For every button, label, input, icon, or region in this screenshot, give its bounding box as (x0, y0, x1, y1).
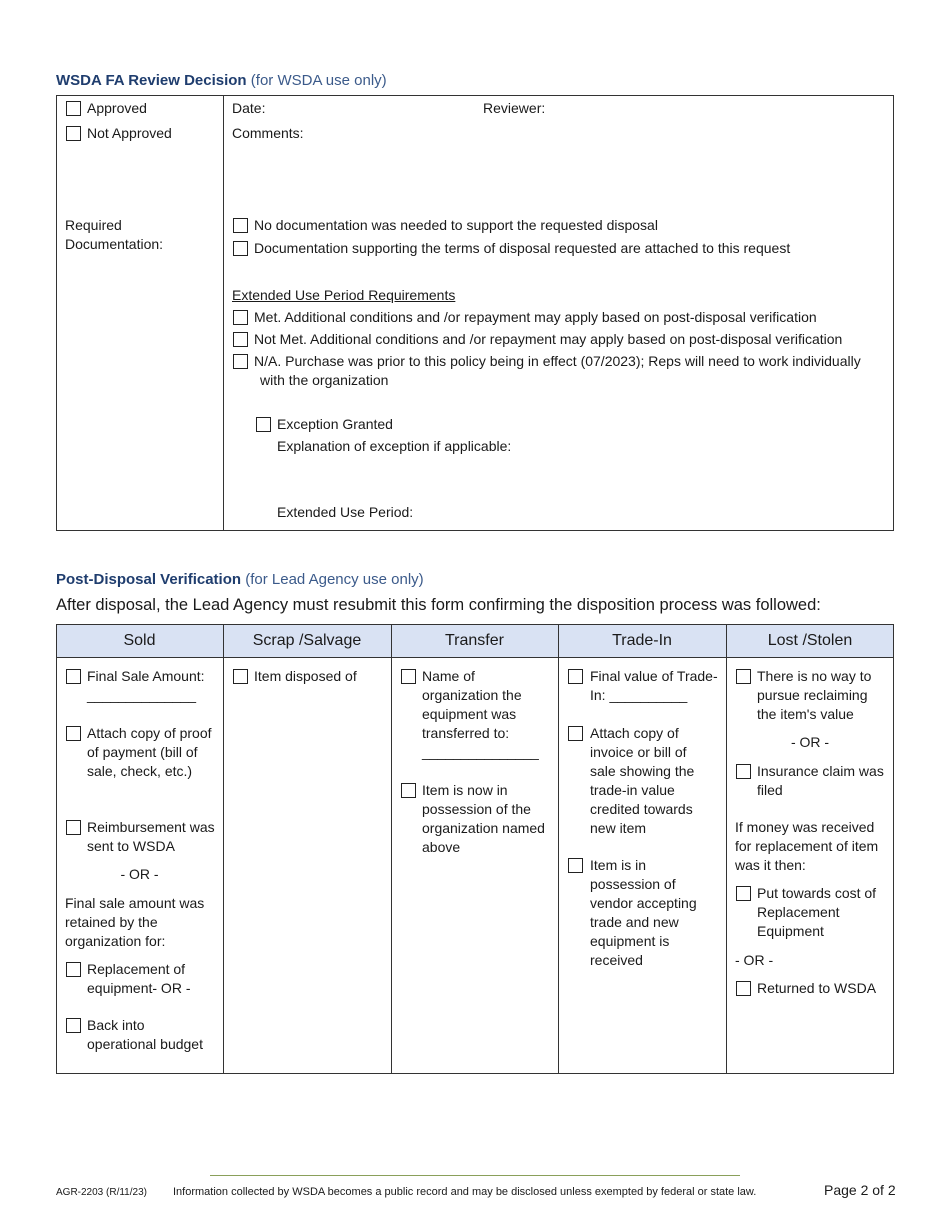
header-trade-in: Trade-In (612, 632, 672, 649)
col-divider-2 (391, 624, 392, 1074)
not-approved-label: Not Approved (87, 125, 172, 141)
approved-label: Approved (87, 100, 147, 116)
review-section-title (56, 72, 387, 89)
item-disposed-label: Item disposed of (254, 668, 357, 684)
trade-in-possession-label: Item is in possession of vendor accepting trade and new equipment is received (590, 857, 697, 968)
col-divider-3 (558, 624, 559, 1074)
exception-granted-label: Exception Granted (277, 416, 393, 432)
transfer-possession-checkbox[interactable] (401, 783, 416, 798)
transfer-name-label: Name of organization the equipment was transferred to: (422, 668, 522, 741)
transfer-name-checkbox[interactable] (401, 669, 416, 684)
eup-met-checkbox[interactable] (233, 310, 248, 325)
footer-rule (210, 1175, 740, 1176)
transfer-name-blank: _______________ (422, 744, 539, 760)
trade-in-invoice-label: Attach copy of invoice or bill of sale showing the trade-in value credited towards new item (590, 725, 695, 836)
back-into-budget-label: Back into operational budget (87, 1017, 203, 1052)
approved-checkbox[interactable] (66, 101, 81, 116)
back-into-budget-checkbox[interactable] (66, 1018, 81, 1033)
exception-granted-checkbox[interactable] (256, 417, 271, 432)
item-disposed-checkbox[interactable] (233, 669, 248, 684)
eup-not-met-checkbox[interactable] (233, 332, 248, 347)
insurance-label: Insurance claim was filed (757, 763, 884, 798)
reviewer-label: Reviewer: (483, 100, 546, 116)
not-approved-checkbox[interactable] (66, 126, 81, 141)
col-divider-4 (726, 624, 727, 1074)
date-label: Date: (232, 100, 266, 116)
returned-label: Returned to WSDA (757, 980, 877, 996)
no-way-checkbox[interactable] (736, 669, 751, 684)
no-way-label: There is no way to pursue reclaiming the item's value (757, 668, 872, 722)
replacement-checkbox[interactable] (66, 962, 81, 977)
lost-or: - OR - (790, 734, 830, 750)
review-title-bold: WSDA FA Review Decision (56, 72, 247, 89)
retained-label: Final sale amount was retained by the organization for: (65, 895, 205, 949)
final-sale-amount-label: Final Sale Amount: (87, 668, 205, 684)
replacement-label: Replacement of equipment- OR - (87, 961, 191, 996)
attach-proof-label: Attach copy of proof of payment (bill of sale, check, etc.) (87, 725, 212, 779)
doc-none-label: No documentation was needed to support the requested disposal (254, 217, 658, 233)
reimbursement-checkbox[interactable] (66, 820, 81, 835)
returned-checkbox[interactable] (736, 981, 751, 996)
insurance-checkbox[interactable] (736, 764, 751, 779)
required-doc-label-1: Required (65, 217, 122, 233)
transfer-possession-label: Item is now in possession of the organization named above (422, 782, 545, 855)
required-doc-label-2: Documentation: (65, 236, 164, 252)
comments-label: Comments: (232, 125, 304, 141)
trade-in-value-checkbox[interactable] (568, 669, 583, 684)
put-towards-label: Put towards cost of Replacement Equipment (757, 885, 877, 939)
eup-not-met-label: Not Met. Additional conditions and /or repayment may apply based on post-disposal verification (254, 331, 843, 347)
reimbursement-label: Reimbursement was sent to WSDA (87, 819, 215, 854)
header-lost-stolen: Lost /Stolen (767, 632, 853, 649)
eup-na-checkbox[interactable] (233, 354, 248, 369)
trade-in-possession-checkbox[interactable] (568, 858, 583, 873)
lost-or-2: - OR - (735, 952, 774, 968)
eup-met-label: Met. Additional conditions and /or repayment may apply based on post-disposal verification (254, 309, 817, 325)
verification-intro: After disposal, the Lead Agency must resubmit this form confirming the disposition process was followed: (56, 596, 821, 614)
doc-attached-checkbox[interactable] (233, 241, 248, 256)
if-money-label: If money was received for replacement of item was it then: (735, 819, 879, 873)
verification-section-title (56, 571, 424, 588)
verification-title-bold: Post-Disposal Verification (56, 571, 242, 588)
verification-title-note: (for Lead Agency use only) (245, 571, 424, 588)
extended-use-period-label: Extended Use Period: (277, 504, 414, 520)
exception-explanation-label: Explanation of exception if applicable: (277, 438, 512, 454)
put-towards-checkbox[interactable] (736, 886, 751, 901)
header-transfer: Transfer (445, 632, 504, 649)
doc-attached-label: Documentation supporting the terms of disposal requested are attached to this request (254, 240, 791, 256)
sold-or: - OR - (120, 866, 159, 882)
header-scrap-salvage: Scrap /Salvage (252, 632, 362, 649)
review-title-note: (for WSDA use only) (250, 72, 387, 89)
trade-in-invoice-checkbox[interactable] (568, 726, 583, 741)
eup-heading: Extended Use Period Requirements (232, 287, 456, 303)
table-header-divider (56, 657, 894, 658)
final-sale-amount-blank: ______________ (87, 687, 197, 703)
eup-na-label-2: with the organization (260, 372, 389, 388)
footer-page-number: Page 2 of 2 (824, 1182, 896, 1198)
header-sold: Sold (123, 632, 156, 649)
doc-none-checkbox[interactable] (233, 218, 248, 233)
attach-proof-checkbox[interactable] (66, 726, 81, 741)
footer-notice: Information collected by WSDA becomes a public record and may be disclosed unless exempted by federal or state law. (173, 1186, 757, 1198)
eup-na-label-1: N/A. Purchase was prior to this policy being in effect (07/2023); Reps will need to work individually (254, 353, 861, 369)
final-sale-amount-checkbox[interactable] (66, 669, 81, 684)
review-divider (223, 95, 224, 531)
footer-form-id: AGR-2203 (R/11/23) (56, 1187, 147, 1198)
col-divider-1 (223, 624, 224, 1074)
trade-in-value-label: Final value of Trade-In: __________ (590, 668, 718, 703)
